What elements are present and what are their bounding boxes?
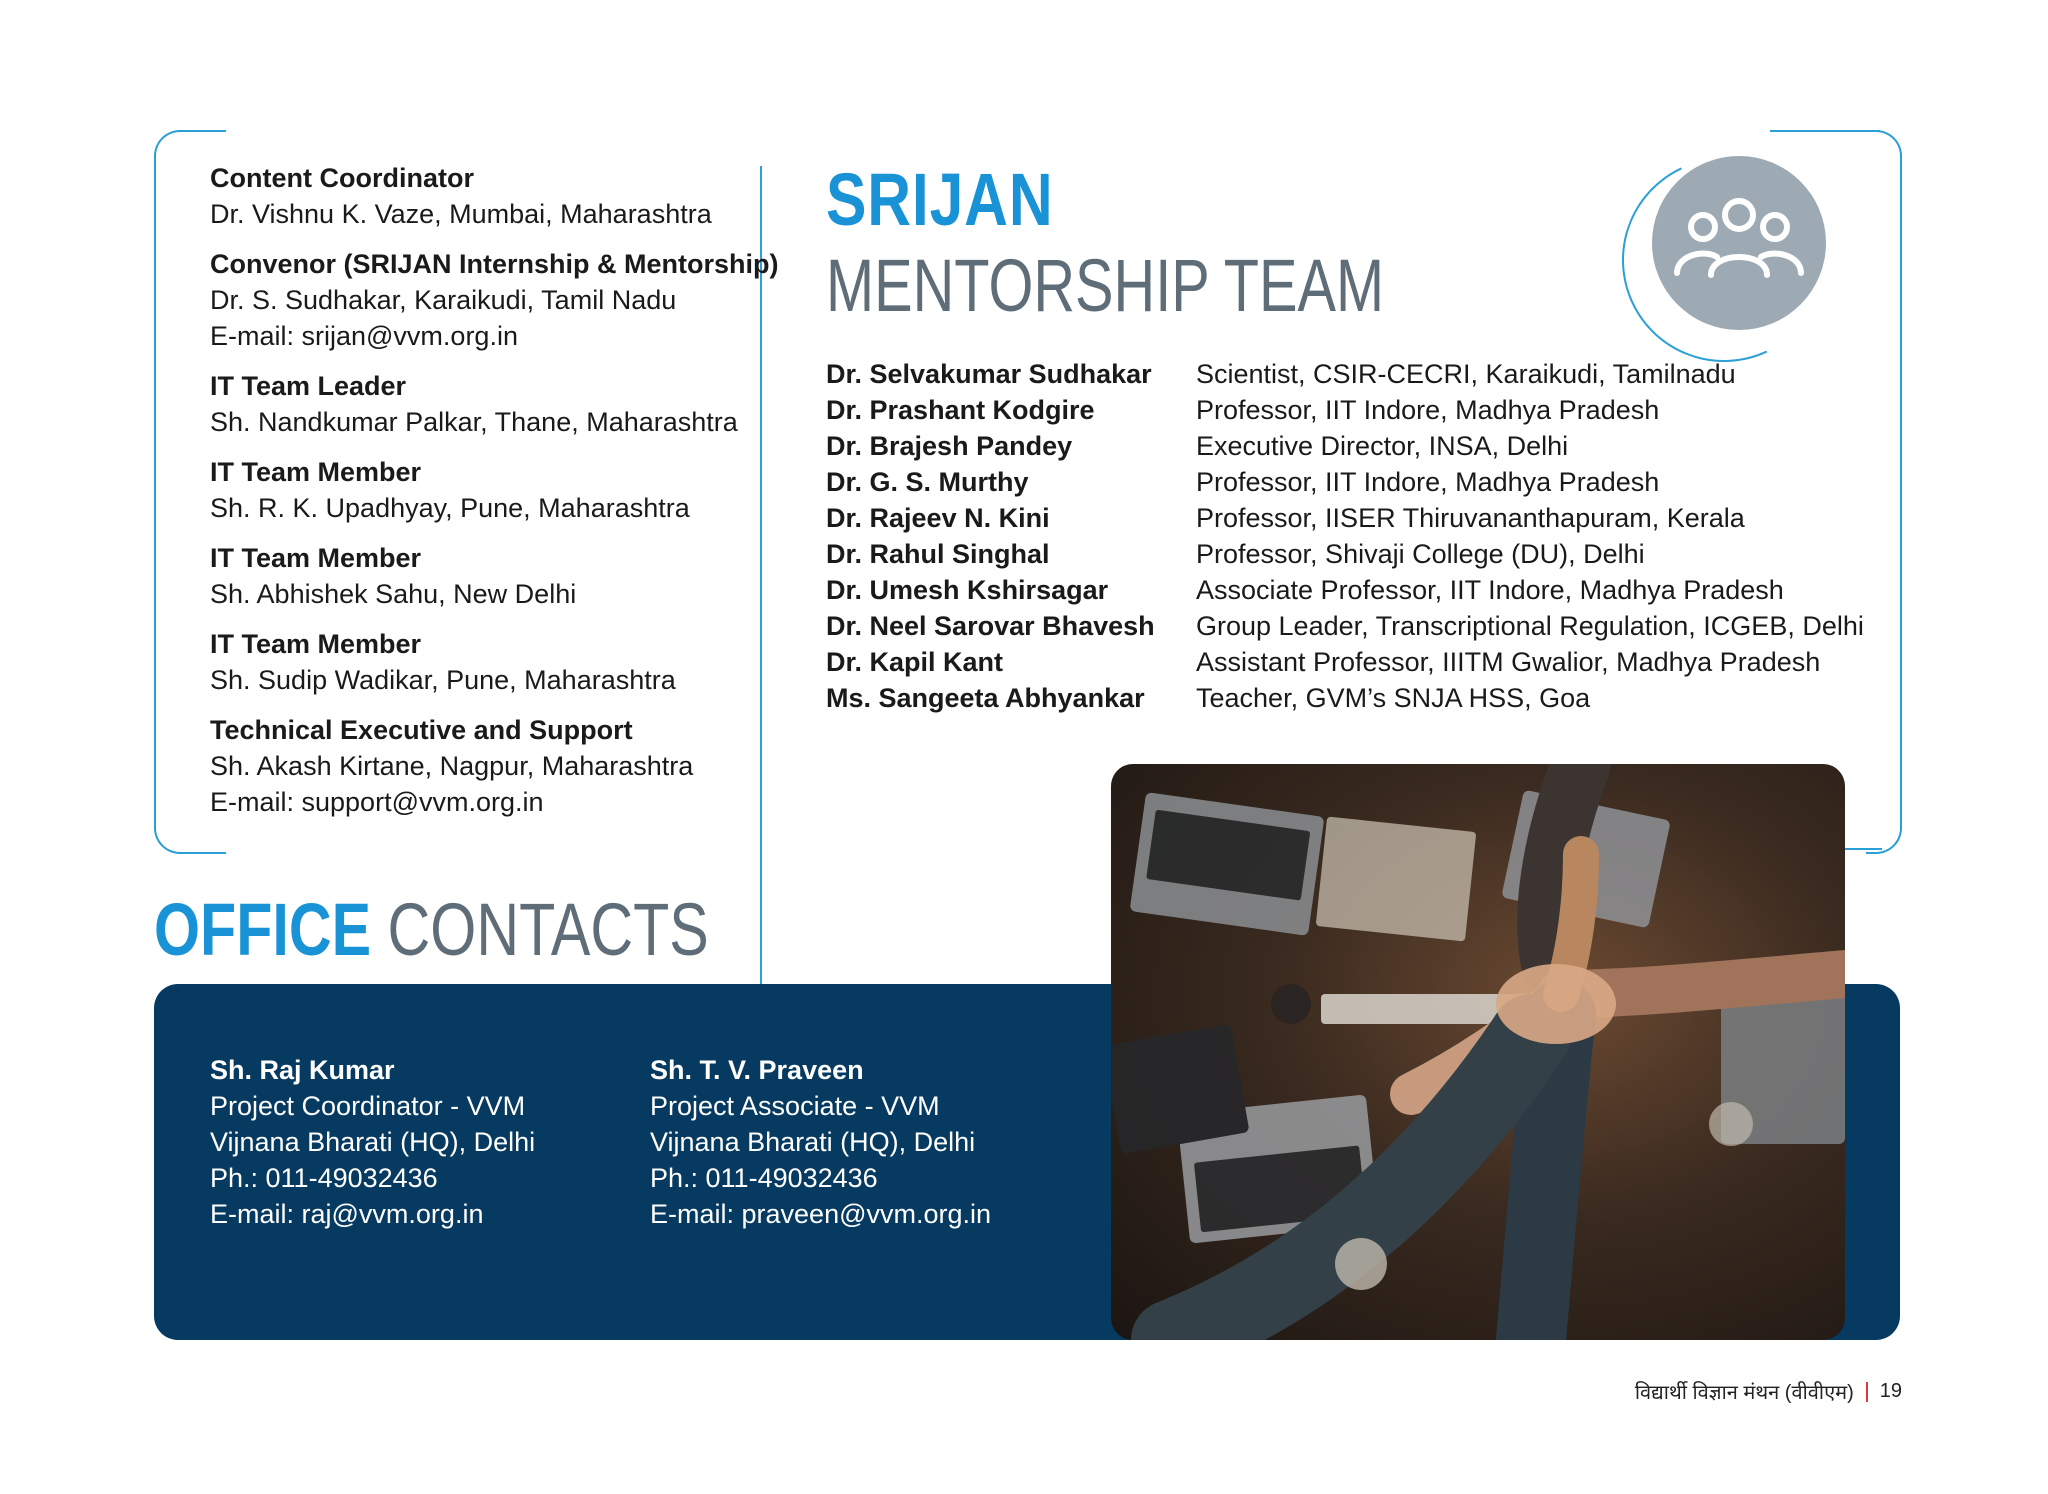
team-icon [1652,156,1826,330]
office-contact-email[interactable]: E-mail: praveen@vvm.org.in [650,1199,992,1229]
contact-role: Convenor (SRIJAN Internship & Mentorship) [210,249,779,279]
mentor-role: Professor, IIT Indore, Madhya Pradesh [1196,466,1660,497]
table-row [826,644,1864,680]
contact-line: Dr. S. Sudhakar, Karaikudi, Tamil Nadu [210,285,677,315]
office-contacts-heading [154,890,709,970]
office-contact-name: Sh. Raj Kumar [210,1055,395,1085]
office-contact-title: Project Associate - VVM [650,1091,940,1121]
mentor-name: Dr. Selvakumar Sudhakar [826,358,1152,389]
contact-block [210,454,770,526]
office-contact-card [210,1052,535,1232]
contact-role: IT Team Leader [210,371,407,401]
footer-publication-name: विद्यार्थी विज्ञान मंथन (वीवीएम) [1634,1382,1854,1404]
office-contact-title: Project Coordinator - VVM [210,1091,526,1121]
mentor-role: Associate Professor, IIT Indore, Madhya Pradesh [1196,574,1784,605]
mentor-role: Scientist, CSIR-CECRI, Karaikudi, Tamilnadu [1196,358,1736,389]
table-row [826,464,1864,500]
table-row [826,572,1864,608]
contact-role: IT Team Member [210,457,422,487]
contact-block [210,368,770,440]
office-contact-email[interactable]: E-mail: raj@vvm.org.in [210,1199,484,1229]
teamwork-hands-photo [1111,764,1845,1340]
contact-block [210,712,770,820]
contact-email[interactable]: E-mail: support@vvm.org.in [210,787,544,817]
office-contact-name: Sh. T. V. Praveen [650,1055,864,1085]
contact-block [210,540,770,612]
footer-separator [1866,1382,1868,1402]
right-frame-bracket [1866,130,1902,854]
right-frame-top-line [1770,130,1880,132]
mentor-role: Assistant Professor, IIITM Gwalior, Madhya Pradesh [1196,646,1821,677]
mentor-name: Dr. Prashant Kodgire [826,394,1095,425]
table-row [826,392,1864,428]
table-row [826,536,1864,572]
people-group-icon [1671,193,1807,293]
page-number: 19 [1879,1380,1902,1402]
contact-line: Sh. Sudip Wadikar, Pune, Maharashtra [210,665,676,695]
contact-email[interactable]: E-mail: srijan@vvm.org.in [210,321,518,351]
contact-role: Technical Executive and Support [210,715,633,745]
table-row [826,356,1864,392]
mentor-name: Dr. Brajesh Pandey [826,430,1073,461]
contact-role: Content Coordinator [210,163,474,193]
office-contact-org: Vijnana Bharati (HQ), Delhi [210,1127,536,1157]
contact-line: Dr. Vishnu K. Vaze, Mumbai, Maharashtra [210,199,712,229]
mentor-role: Professor, Shivaji College (DU), Delhi [1196,538,1645,569]
table-row [826,428,1864,464]
table-row [826,500,1864,536]
office-contact-phone[interactable]: Ph.: 011-49032436 [650,1163,878,1193]
office-heading-light: CONTACTS [387,888,709,971]
mentor-name: Dr. G. S. Murthy [826,466,1029,497]
contact-line: Sh. Abhishek Sahu, New Delhi [210,579,577,609]
mentor-name: Dr. Rajeev N. Kini [826,502,1050,533]
table-row [826,608,1864,644]
office-contact-phone[interactable]: Ph.: 011-49032436 [210,1163,438,1193]
contact-block [210,160,770,232]
mentor-role: Teacher, GVM’s SNJA HSS, Goa [1196,682,1591,713]
contact-block [210,246,779,354]
mentor-role: Professor, IIT Indore, Madhya Pradesh [1196,394,1660,425]
office-contact-card [650,1052,991,1232]
mentor-role: Group Leader, Transcriptional Regulation, ICGEB, Delhi [1196,610,1864,641]
mentor-name: Dr. Umesh Kshirsagar [826,574,1109,605]
contact-line: Sh. R. K. Upadhyay, Pune, Maharashtra [210,493,690,523]
contact-block [210,626,770,698]
office-heading-bold: OFFICE [154,888,372,971]
mentor-role: Executive Director, INSA, Delhi [1196,430,1569,461]
mentor-role: Professor, IISER Thiruvananthapuram, Kerala [1196,502,1745,533]
mentorship-team-title: MENTORSHIP TEAM [826,244,1385,327]
mentor-name: Dr. Rahul Singhal [826,538,1050,569]
mentor-name: Dr. Neel Sarovar Bhavesh [826,610,1155,641]
mentors-table [826,356,1864,716]
srijan-title: SRIJAN [826,158,1054,241]
contact-role: IT Team Member [210,543,422,573]
table-row [826,680,1864,716]
page-footer [1635,1378,1902,1405]
contact-role: IT Team Member [210,629,422,659]
team-contacts-list [210,160,779,834]
contact-line: Sh. Nandkumar Palkar, Thane, Maharashtra [210,407,738,437]
office-contact-org: Vijnana Bharati (HQ), Delhi [650,1127,976,1157]
mentor-name: Dr. Kapil Kant [826,646,1004,677]
mentor-name: Ms. Sangeeta Abhyankar [826,682,1145,713]
teamwork-hands-illustration [1111,764,1845,1340]
contact-line: Sh. Akash Kirtane, Nagpur, Maharashtra [210,751,694,781]
